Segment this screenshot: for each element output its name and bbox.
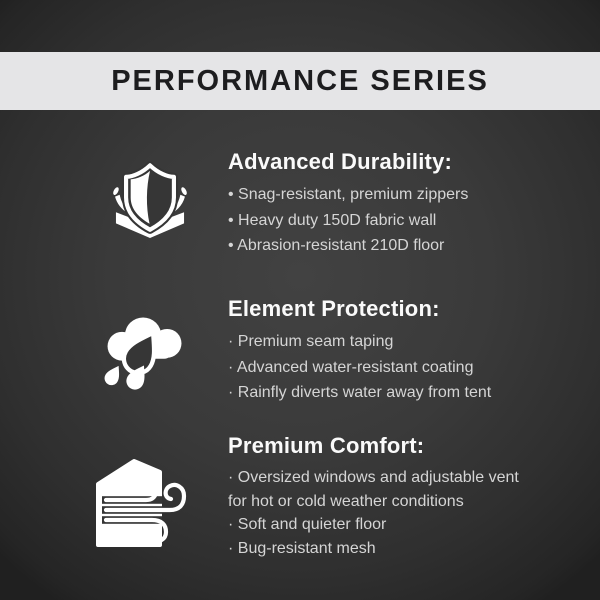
feature-bullet: • Heavy duty 150D fabric wall — [228, 211, 437, 229]
feature-bullet: · Rainfly diverts water away from tent — [228, 384, 492, 401]
feature-bullet: • Abrasion-resistant 210D floor — [228, 237, 445, 254]
page-title: PERFORMANCE SERIES — [111, 64, 489, 97]
feature-bullet: • Snag-resistant, premium zippers — [228, 186, 469, 203]
feature-title: Element Protection: — [228, 296, 440, 321]
feature-bullet: · Advanced water-resistant coating — [228, 358, 474, 376]
shield-impact-icon — [104, 158, 196, 250]
rain-cloud-icon — [94, 304, 196, 400]
feature-bullet: · Oversized windows and adjustable vent for hot or cold weather conditions — [228, 469, 519, 510]
tent-ventilation-icon — [88, 454, 202, 554]
feature-title: Premium Comfort: — [228, 433, 425, 458]
feature-title: Advanced Durability: — [228, 149, 453, 174]
feature-section-protection — [228, 295, 520, 406]
header-banner — [0, 52, 600, 110]
feature-section-durability — [228, 148, 520, 259]
feature-bullet: · Bug-resistant mesh — [228, 539, 376, 557]
feature-bullet: · Premium seam taping — [228, 333, 394, 350]
feature-section-comfort — [228, 432, 520, 560]
feature-bullet: · Soft and quieter floor — [228, 516, 387, 533]
